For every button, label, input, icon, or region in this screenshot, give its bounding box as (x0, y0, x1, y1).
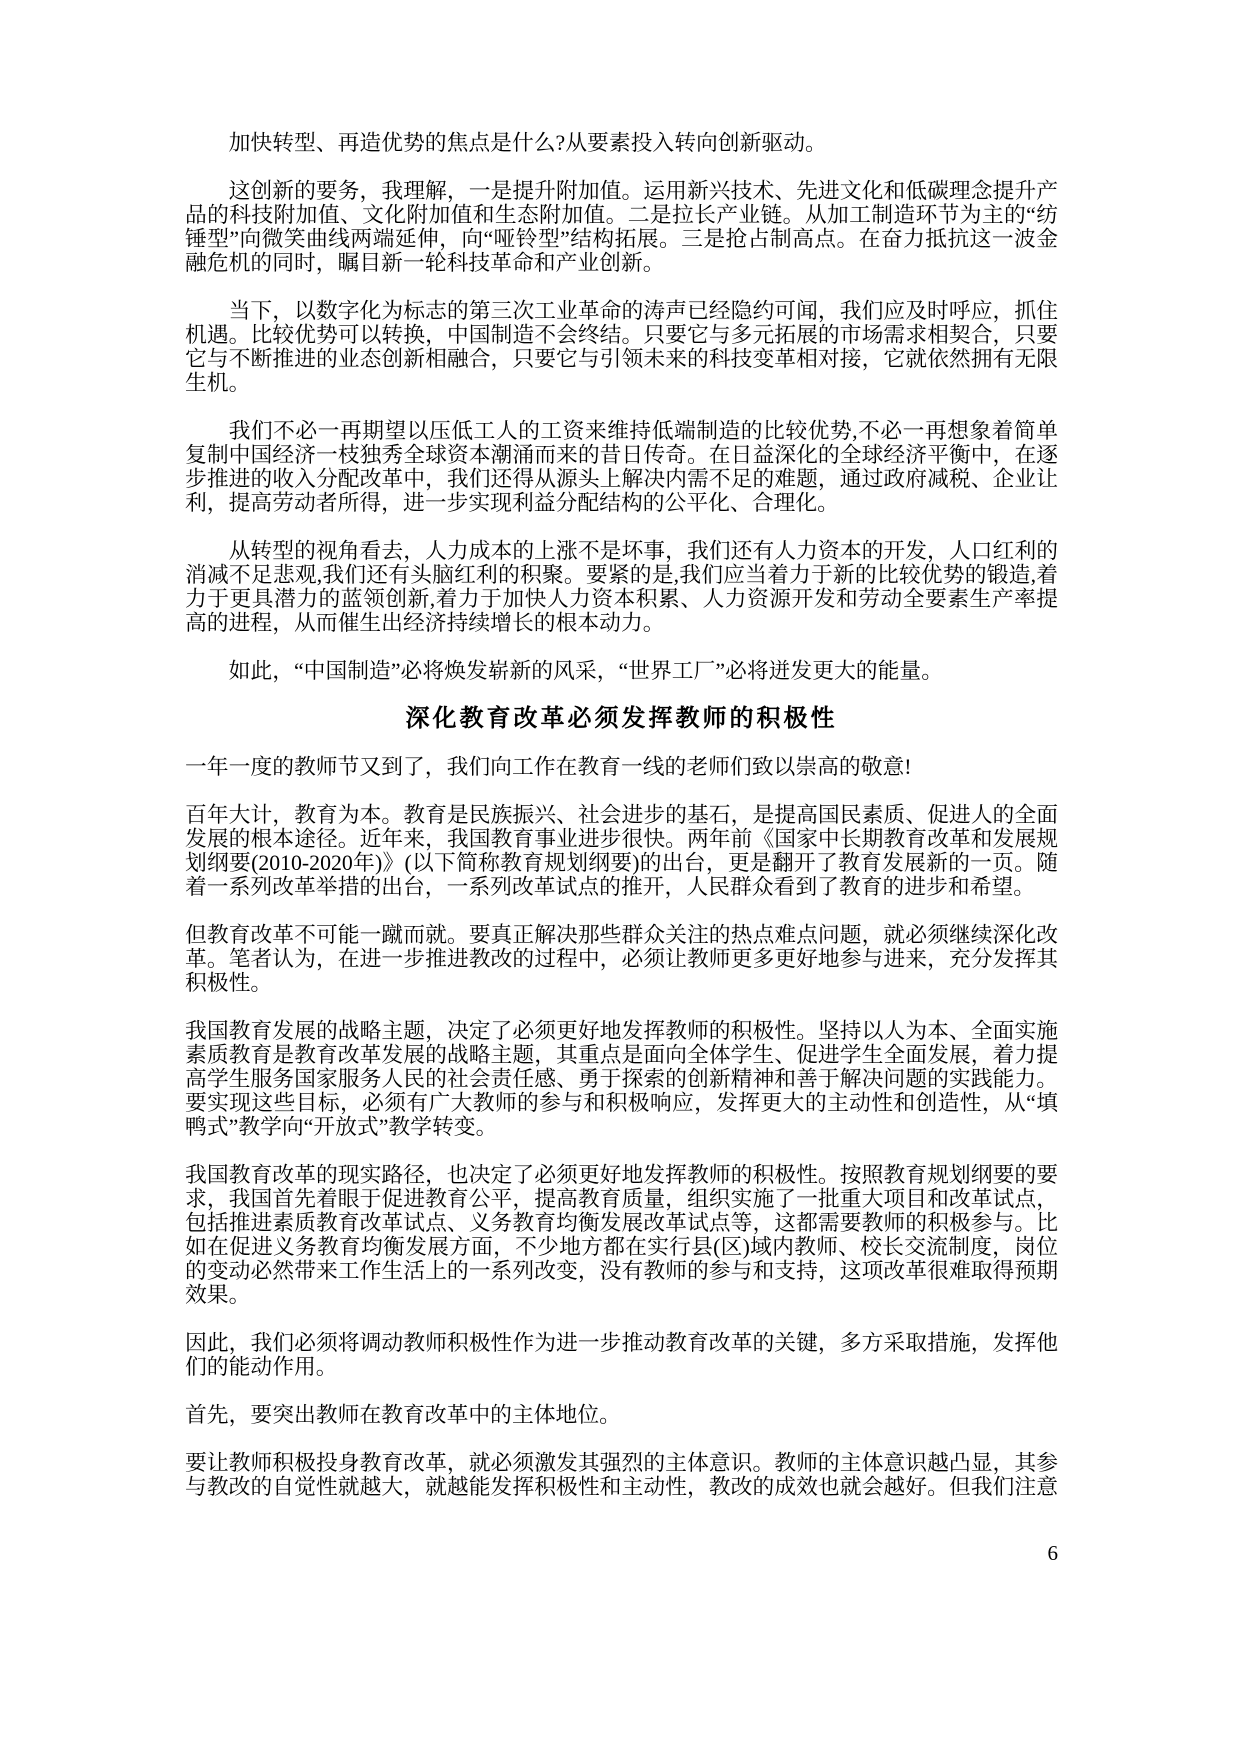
page-body (185, 131, 1058, 1499)
paragraph: 百年大计，教育为本。教育是民族振兴、社会进步的基石，是提高国民素质、促进人的全面发展的根本途径。近年来，我国教育事业进步很快。两年前《国家中长期教育改革和发展规划纲要(2010-2020年)》(以下简称教育规划纲要)的出台，更是翻开了教育发展新的一页。随着一系列改革举措的出台，一系列改革试点的推开，人民群众看到了教育的进步和希望。 (185, 803, 1058, 899)
paragraph: 但教育改革不可能一蹴而就。要真正解决那些群众关注的热点难点问题，就必须继续深化改革。笔者认为，在进一步推进教改的过程中，必须让教师更多更好地参与进来，充分发挥其积极性。 (185, 923, 1058, 995)
section-heading: 深化教育改革必须发挥教师的积极性 (405, 705, 838, 732)
paragraph: 因此，我们必须将调动教师积极性作为进一步推动教育改革的关键，多方采取措施，发挥他们的能动作用。 (185, 1331, 1058, 1379)
paragraph: 要让教师积极投身教育改革，就必须激发其强烈的主体意识。教师的主体意识越凸显，其参与教改的自觉性就越大，就越能发挥积极性和主动性，教改的成效也就会越好。但我们注意 (185, 1451, 1058, 1499)
paragraph: 首先，要突出教师在教育改革中的主体地位。 (185, 1403, 621, 1427)
paragraph: 一年一度的教师节又到了，我们向工作在教育一线的老师们致以崇高的敬意! (185, 755, 912, 779)
paragraph: 加快转型、再造优势的焦点是什么?从要素投入转向创新驱动。 (228, 131, 827, 155)
paragraph: 从转型的视角看去，人力成本的上涨不是坏事，我们还有人力资本的开发，人口红利的消减不足悲观,我们还有头脑红利的积聚。要紧的是,我们应当着力于新的比较优势的锻造,着力于更具潜力的蓝领创新,着力于加快人力资本积累、人力资源开发和劳动全要素生产率提高的进程，从而催生出经济持续增长的根本动力。 (185, 539, 1058, 635)
paragraph: 我国教育改革的现实路径，也决定了必须更好地发挥教师的积极性。按照教育规划纲要的要求，我国首先着眼于促进教育公平，提高教育质量，组织实施了一批重大项目和改革试点，包括推进素质教育改革试点、义务教育均衡发展改革试点等，这都需要教师的积极参与。比如在促进义务教育均衡发展方面，不少地方都在实行县(区)域内教师、校长交流制度，岗位的变动必然带来工作生活上的一系列改变，没有教师的参与和支持，这项改革很难取得预期效果。 (185, 1163, 1058, 1307)
paragraph: 如此，“中国制造”必将焕发崭新的风采，“世界工厂”必将迸发更大的能量。 (228, 659, 943, 683)
paragraph: 当下，以数字化为标志的第三次工业革命的涛声已经隐约可闻，我们应及时呼应，抓住机遇。比较优势可以转换，中国制造不会终结。只要它与多元拓展的市场需求相契合，只要它与不断推进的业态创新相融合，只要它与引领未来的科技变革相对接，它就依然拥有无限生机。 (185, 299, 1058, 395)
page-number: 6 (1047, 1541, 1058, 1565)
paragraph: 我们不必一再期望以压低工人的工资来维持低端制造的比较优势,不必一再想象着简单复制中国经济一枝独秀全球资本潮涌而来的昔日传奇。在日益深化的全球经济平衡中，在逐步推进的收入分配改革中，我们还得从源头上解决内需不足的难题，通过政府减税、企业让利，提高劳动者所得，进一步实现利益分配结构的公平化、合理化。 (185, 419, 1058, 515)
paragraph: 我国教育发展的战略主题，决定了必须更好地发挥教师的积极性。坚持以人为本、全面实施素质教育是教育改革发展的战略主题，其重点是面向全体学生、促进学生全面发展，着力提高学生服务国家服务人民的社会责任感、勇于探索的创新精神和善于解决问题的实践能力。要实现这些目标，必须有广大教师的参与和积极响应，发挥更大的主动性和创造性，从“填鸭式”教学向“开放式”教学转变。 (185, 1019, 1058, 1139)
paragraph: 这创新的要务，我理解，一是提升附加值。运用新兴技术、先进文化和低碳理念提升产品的科技附加值、文化附加值和生态附加值。二是拉长产业链。从加工制造环节为主的“纺锤型”向微笑曲线两端延伸，向“哑铃型”结构拓展。三是抢占制高点。在奋力抵抗这一波金融危机的同时，瞩目新一轮科技革命和产业创新。 (185, 179, 1058, 275)
